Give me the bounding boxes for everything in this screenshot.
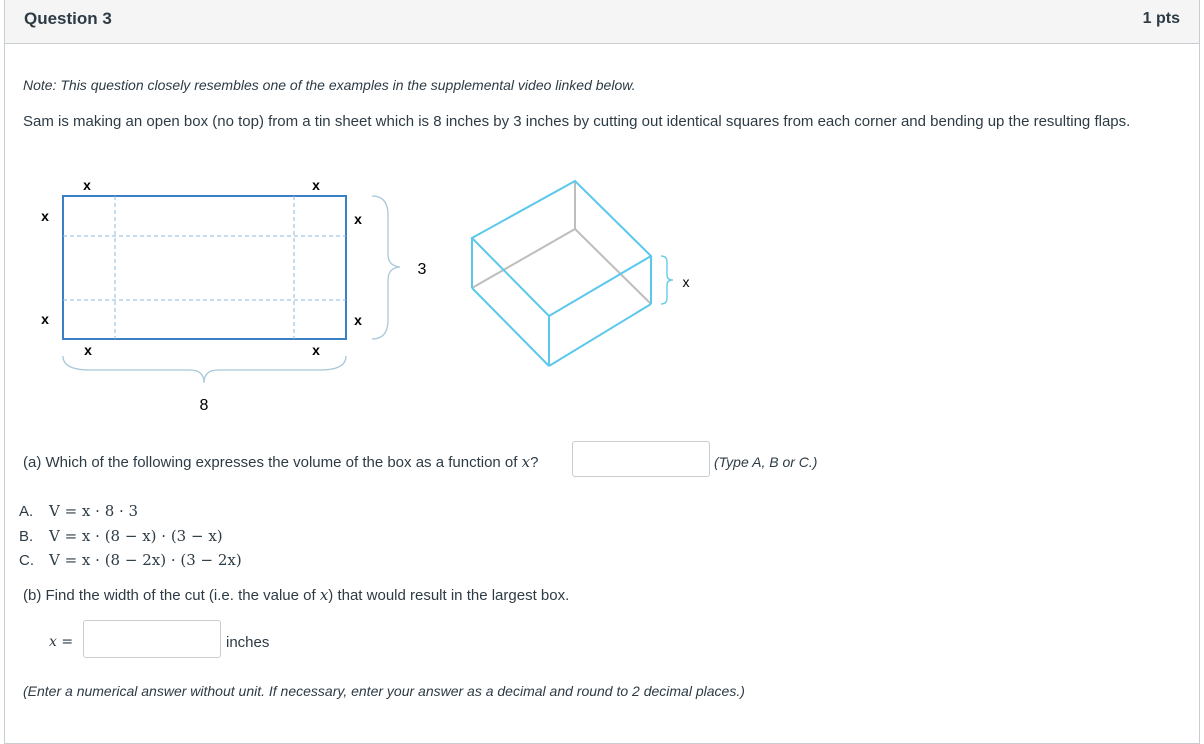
- tin-sheet-diagram: [41, 177, 426, 414]
- part-a-answer-input[interactable]: [572, 441, 710, 477]
- box-height-brace: [661, 256, 673, 304]
- part-a-question: [23, 451, 538, 474]
- part-b-instructions: (Enter a numerical answer without unit. If necessary, enter your answer as a decimal and round to 2 decimal places.): [23, 683, 745, 699]
- part-b-var: x: [319, 586, 329, 604]
- part-a-qmark: ?: [530, 454, 539, 471]
- choice-a: [19, 501, 138, 522]
- label-width-8: 8: [199, 397, 209, 414]
- question-note: Note: This question closely resembles one of the examples in the supplemental video linked below.: [23, 77, 636, 93]
- box-diagram: [0, 160, 720, 420]
- part-b-input-label: x =: [49, 634, 74, 650]
- label-x-left-bottom: x: [41, 311, 49, 327]
- label-box-height-x: x: [682, 274, 690, 290]
- part-b-text-before: (b) Find the width of the cut (i.e. the value of: [23, 587, 320, 604]
- label-height-3: 3: [417, 261, 427, 278]
- choice-c: [19, 550, 242, 571]
- part-b-answer-input[interactable]: [83, 620, 221, 658]
- question-prompt: Sam is making an open box (no top) from a tin sheet which is 8 inches by 3 inches by cutting out identical squares from each corner and bending up the resulting flaps.: [23, 113, 1131, 130]
- choice-c-expr: V = x · (8 − 2x) · (3 − 2x): [49, 551, 242, 569]
- part-a-hint: (Type A, B or C.): [714, 454, 818, 470]
- choice-a-expr: V = x · 8 · 3: [49, 502, 139, 520]
- label-x-right-top: x: [354, 211, 362, 227]
- choice-b-expr: V = x · (8 − x) · (3 − x): [49, 527, 223, 545]
- height-brace: [372, 196, 400, 339]
- label-x-top-right: x: [312, 177, 320, 193]
- part-b-text-after: ) that would result in the largest box.: [328, 587, 570, 604]
- part-b-question: [23, 584, 569, 607]
- label-x-right-bottom: x: [354, 312, 362, 328]
- choice-b-label: B.: [19, 528, 34, 545]
- label-x-top-left: x: [83, 177, 91, 193]
- choice-c-label: C.: [19, 552, 34, 569]
- width-brace: [63, 356, 346, 383]
- choice-a-label: A.: [19, 503, 34, 520]
- label-x-bottom-right: x: [312, 342, 320, 358]
- part-b-unit: inches: [226, 634, 270, 651]
- question-points: 1 pts: [1142, 10, 1180, 27]
- label-x-left-top: x: [41, 208, 49, 224]
- choice-b: [19, 526, 223, 547]
- part-a-var: x: [521, 453, 531, 471]
- part-a-text: (a) Which of the following expresses the volume of the box as a function of: [23, 454, 522, 471]
- question-header: [5, 0, 1199, 44]
- question-title: Question 3: [24, 9, 112, 28]
- open-box-diagram: [472, 181, 690, 366]
- label-x-bottom-left: x: [84, 342, 92, 358]
